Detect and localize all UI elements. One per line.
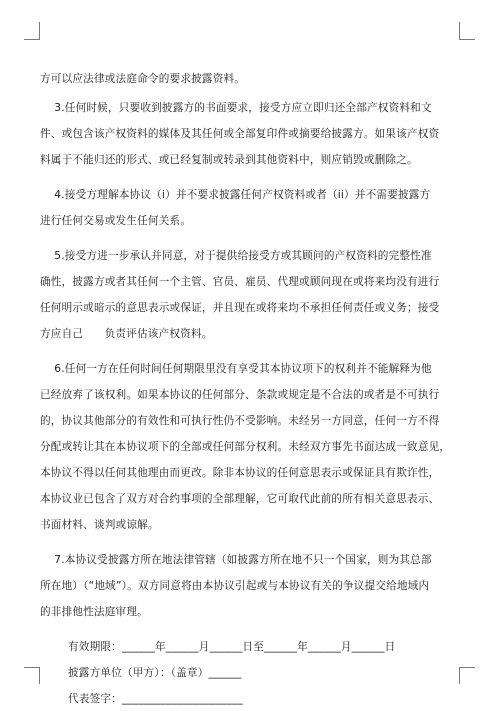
crop-mark-top-left-h (24, 39, 40, 40)
text-line: 本协议业已包含了双方对合约事项的全部理解，它可取代此前的所有相关意思表示、 (40, 493, 440, 505)
text-line: 料属于不能归还的形式、或已经复制或转录到其他资料中，则应销毁或删除之。 (40, 154, 418, 166)
text-line: 4.接受方理解本协议（i）并不要求披露任何产权资料或者（ii）并不需要披露方 (40, 189, 431, 201)
text-line: 方可以应法律或法庭命令的要求披露资料。 (40, 73, 246, 85)
text-line: 7.本协议受披露方所在地法律管辖（如披露方所在地不只一个国家，则为其总部 (40, 554, 432, 566)
crop-mark-bottom-left-v (39, 667, 40, 684)
validity-period-line: 有效期限：______年______月______日至______年______月______日 (68, 641, 396, 653)
text-line: 5.接受方进一步承认并同意，对于提供给接受方或其顾问的产权资料的完整性准 (40, 250, 432, 262)
text-line: 进行任何交易或发生任何关系。 (40, 215, 192, 227)
text-line: 确性，披露方或者其任何一个主管、官员、雇员、代理或顾问现在或将来均没有进行 (40, 276, 440, 288)
disclosing-party-line: 披露方单位（甲方）：（盖章）______ (68, 667, 242, 679)
crop-mark-top-right-h (459, 39, 475, 40)
text-line: 所在地）（“地域”）。双方同意将由本协议引起或与本协议有关的争议提交给地域内 (40, 580, 430, 592)
text-line: 本协议不得以任何其他理由而更改。除非本协议的任何意思表示或保证具有欺诈性， (40, 467, 440, 479)
text-line: 件、或包含该产权资料的媒体及其任何或全部复印件或摘要给披露方。如果该产权资 (40, 128, 440, 140)
text-line: 任何明示或暗示的意思表示或保证，并且现在或将来均不承担任何责任或义务；接受 (40, 302, 440, 314)
crop-mark-bottom-right-h (459, 667, 475, 668)
text-line: 6.任何一方在任何时间任何期限里没有享受其本协议项下的权利并不能解释为他 (40, 363, 432, 375)
crop-mark-bottom-left-h (24, 667, 40, 668)
representative-signature-line: 代表签字：______________________ (68, 693, 243, 705)
crop-mark-bottom-right-v (459, 667, 460, 684)
text-line: 分配或转让其在本协议项下的全部或任何部分权利。未经双方事先书面达成一致意见， (40, 441, 451, 453)
text-line: 3.任何时候，只要收到披露方的书面要求，接受方应立即归还全部产权资料和文 (40, 102, 432, 114)
text-line: 的，协议其他部分的有效性和可执行性仍不受影响。未经另一方同意，任何一方不得 (40, 415, 440, 427)
text-line: 书面材料、谈判或谅解。 (40, 519, 159, 531)
text-line: 已经放弃了该权利。如果本协议的任何部分、条款或规定是不合法的或者是不可执行 (40, 389, 440, 401)
text-line: 的非排他性法庭审理。 (40, 606, 148, 618)
crop-mark-top-left-v (39, 22, 40, 39)
crop-mark-top-right-v (459, 22, 460, 39)
text-line: 方应自己 负责评估该产权资料。 (40, 328, 213, 340)
